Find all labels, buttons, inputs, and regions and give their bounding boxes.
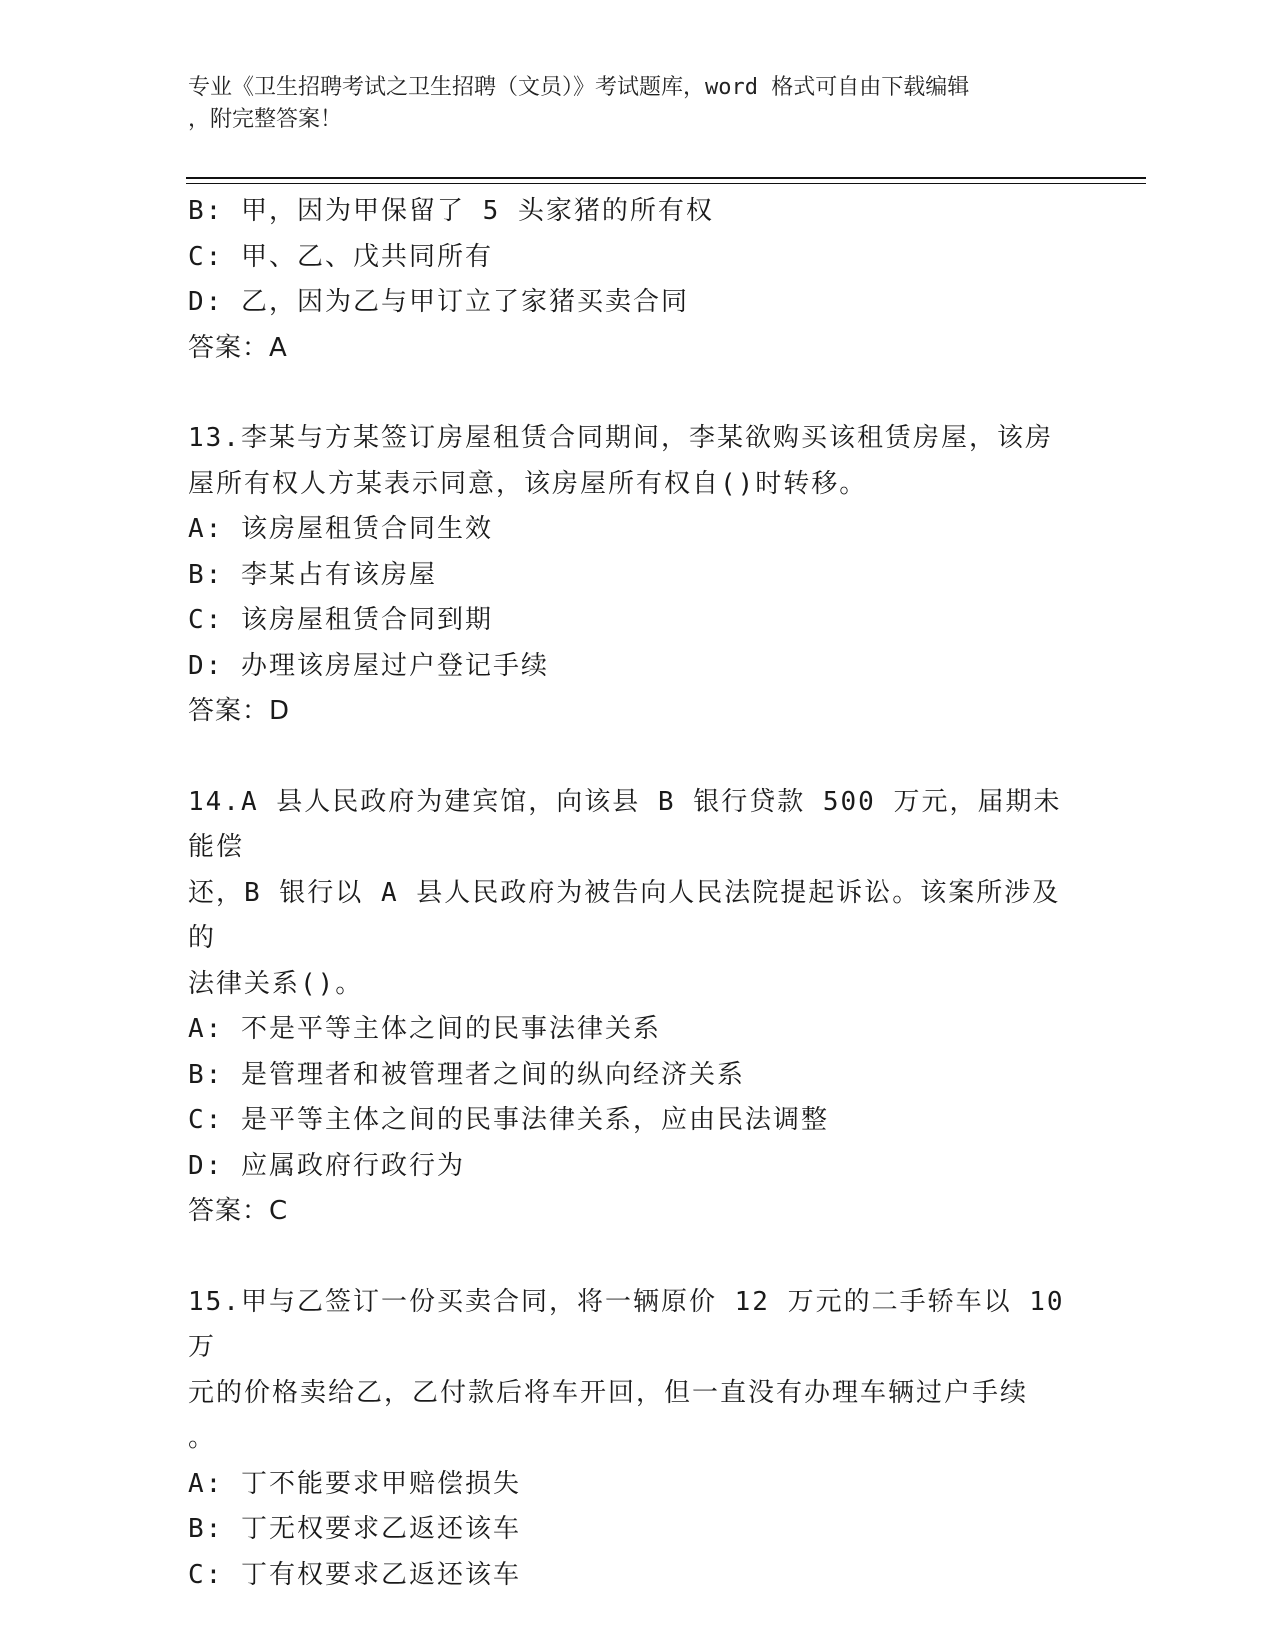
option-b: B: 甲，因为甲保留了 5 头家猪的所有权 <box>188 196 714 226</box>
spacer <box>188 735 1088 780</box>
question-stem-line: 还，B 银行以 A 县人民政府为被告向人民法院提起诉讼。该案所涉及的 <box>188 877 1061 953</box>
answer-line: 答案：C <box>188 1196 289 1226</box>
question-stem-line: 。 <box>188 1423 217 1453</box>
answer-line: 答案：D <box>188 696 291 726</box>
header-divider-thin <box>186 183 1146 184</box>
question-stem-line: 14.A 县人民政府为建宾馆，向该县 B 银行贷款 500 万元，届期未能偿 <box>188 786 1062 862</box>
header-line-2: ，附完整答案！ <box>188 107 343 132</box>
question-12 <box>188 189 1088 371</box>
option-b: B: 是管理者和被管理者之间的纵向经济关系 <box>188 1059 745 1090</box>
spacer <box>188 371 1088 416</box>
header-divider-thick <box>186 177 1146 179</box>
option-c: C: 丁有权要求乙返还该车 <box>188 1559 521 1590</box>
answer-line: 答案：A <box>188 332 288 363</box>
question-stem-line: 屋所有权人方某表示同意，该房屋所有权自()时转移。 <box>188 468 868 499</box>
question-stem-line: 元的价格卖给乙，乙付款后将车开回，但一直没有办理车辆过户手续 <box>188 1377 1029 1408</box>
option-a: A: 该房屋租赁合同生效 <box>188 514 493 544</box>
option-a: A: 不是平等主体之间的民事法律关系 <box>188 1014 661 1044</box>
option-c: C: 甲、乙、戊共同所有 <box>188 241 493 272</box>
question-13 <box>188 416 1088 735</box>
option-a: A: 丁不能要求甲赔偿损失 <box>188 1468 521 1499</box>
option-d: D: 乙，因为乙与甲订立了家猪买卖合同 <box>188 287 689 317</box>
option-c: C: 是平等主体之间的民事法律关系，应由民法调整 <box>188 1105 829 1135</box>
question-list <box>188 189 1088 1598</box>
question-stem-line: 13.李某与方某签订房屋租赁合同期间，李某欲购买该租赁房屋，该房 <box>188 423 1053 453</box>
question-stem-line: 法律关系()。 <box>188 968 364 999</box>
question-stem-line: 15.甲与乙签订一份买卖合同，将一辆原价 12 万元的二手轿车以 10 万 <box>188 1286 1065 1362</box>
spacer <box>188 1235 1088 1280</box>
option-c: C: 该房屋租赁合同到期 <box>188 605 493 635</box>
question-15 <box>188 1280 1088 1599</box>
option-d: D: 办理该房屋过户登记手续 <box>188 650 549 681</box>
option-d: D: 应属政府行政行为 <box>188 1150 465 1181</box>
question-14 <box>188 780 1088 1235</box>
header-line-1: 专业《卫生招聘考试之卫生招聘（文员）》考试题库，word 格式可自由下载编辑 <box>188 75 970 100</box>
option-b: B: 丁无权要求乙返还该车 <box>188 1514 521 1544</box>
document-header <box>188 72 1088 136</box>
option-b: B: 李某占有该房屋 <box>188 559 437 590</box>
